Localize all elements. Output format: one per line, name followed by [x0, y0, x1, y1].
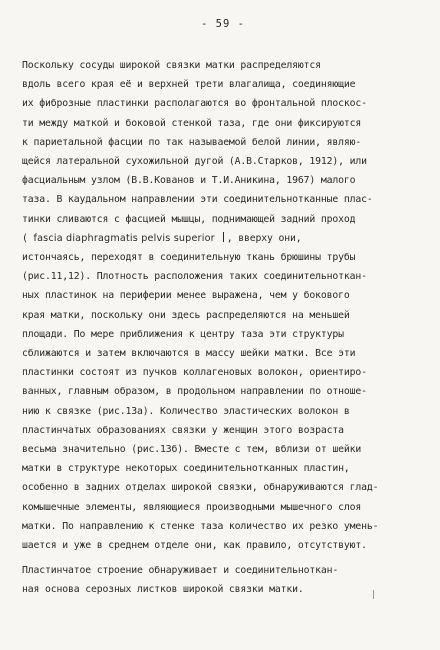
- latin-open-paren: (: [22, 232, 34, 244]
- text-line: матки в структуре некоторых соединительнотканных пластин,: [22, 463, 350, 475]
- text-line: фасциальным узлом (В.В.Кованов и Т.И.Аникина, 1967) малого: [22, 175, 356, 187]
- text-line: вдоль всего края её и верхней трети влагалища, соединяющие: [22, 79, 356, 91]
- page-number: - 59 -: [201, 18, 245, 30]
- text-line: ванных, главным образом, в продольном направлении по отноше-: [22, 386, 367, 398]
- text-line: (рис.11,12). Плотность расположения таких соединительноткан-: [22, 271, 367, 283]
- text-line: Пластинчатое строение обнаруживает и соединительноткан-: [22, 565, 339, 577]
- text-line: пластинки состоят из пучков коллагеновых волокон, ориентиро-: [22, 367, 367, 379]
- text-line: Поскольку сосуды широкой связки матки распределяются: [22, 60, 321, 71]
- latin-line-tail: , вверху они,: [226, 232, 302, 244]
- text-line: щейся латеральной сухожильной дугой (А.В.Старков, 1912), или: [22, 156, 367, 168]
- body-text: [22, 56, 424, 600]
- latin-term-line: [22, 229, 424, 248]
- text-line: площади. По мере приближения к центру таза эти структуры: [22, 328, 344, 340]
- text-line: ная основа серозных листков широкой связки матки.: [22, 584, 304, 596]
- text-line: шается и уже в среднем отделе они, как правило, отсутствуют.: [22, 540, 367, 552]
- text-line: истончаясь, переходят в соединительную ткань брюшины трубы: [22, 252, 356, 264]
- text-line: края матки, поскольку они здесь распределяются на меньшей: [22, 309, 350, 321]
- text-line: матки. По направлению к стенке таза количество их резко умень-: [22, 520, 379, 532]
- text-line: к париетальной фасции по так называемой белой линии, являю-: [22, 136, 362, 148]
- text-line: весьма значительно (рис.13б). Вместе с тем, вблизи от шейки: [22, 444, 362, 456]
- text-line: пластинчатых образованиях связки у женщин этого возраста: [22, 424, 344, 436]
- text-line: комышечные элементы, являющиеся производными мышечного слоя: [22, 501, 362, 513]
- handwritten-bracket-mark: [223, 232, 224, 242]
- text-line: их фиброзные пластинки располагаются во фронтальной плоскос-: [22, 98, 367, 110]
- text-line: тинки сливаются с фасцией мышцы, поднимающей задний проход: [22, 213, 356, 225]
- text-line: ти между маткой и боковой стенкой таза, где они фиксируются: [22, 117, 362, 129]
- text-line: таза. В каудальном направлении эти соединительнотканные плас-: [22, 194, 373, 206]
- text-line: сближаются и затем включаются в массу шейки матки. Все эти: [22, 348, 356, 360]
- text-line: ных пластинок на периферии менее выражена, чем у бокового: [22, 290, 350, 302]
- margin-mark: [373, 590, 374, 599]
- text-line: особенно в задних отделах широкой связки, обнаруживаются глад-: [22, 482, 379, 494]
- latin-term: fascia diaphragmatis pelvis superior: [33, 232, 215, 244]
- text-line: нию к связке (рис.13а). Количество эластических волокон в: [22, 405, 350, 417]
